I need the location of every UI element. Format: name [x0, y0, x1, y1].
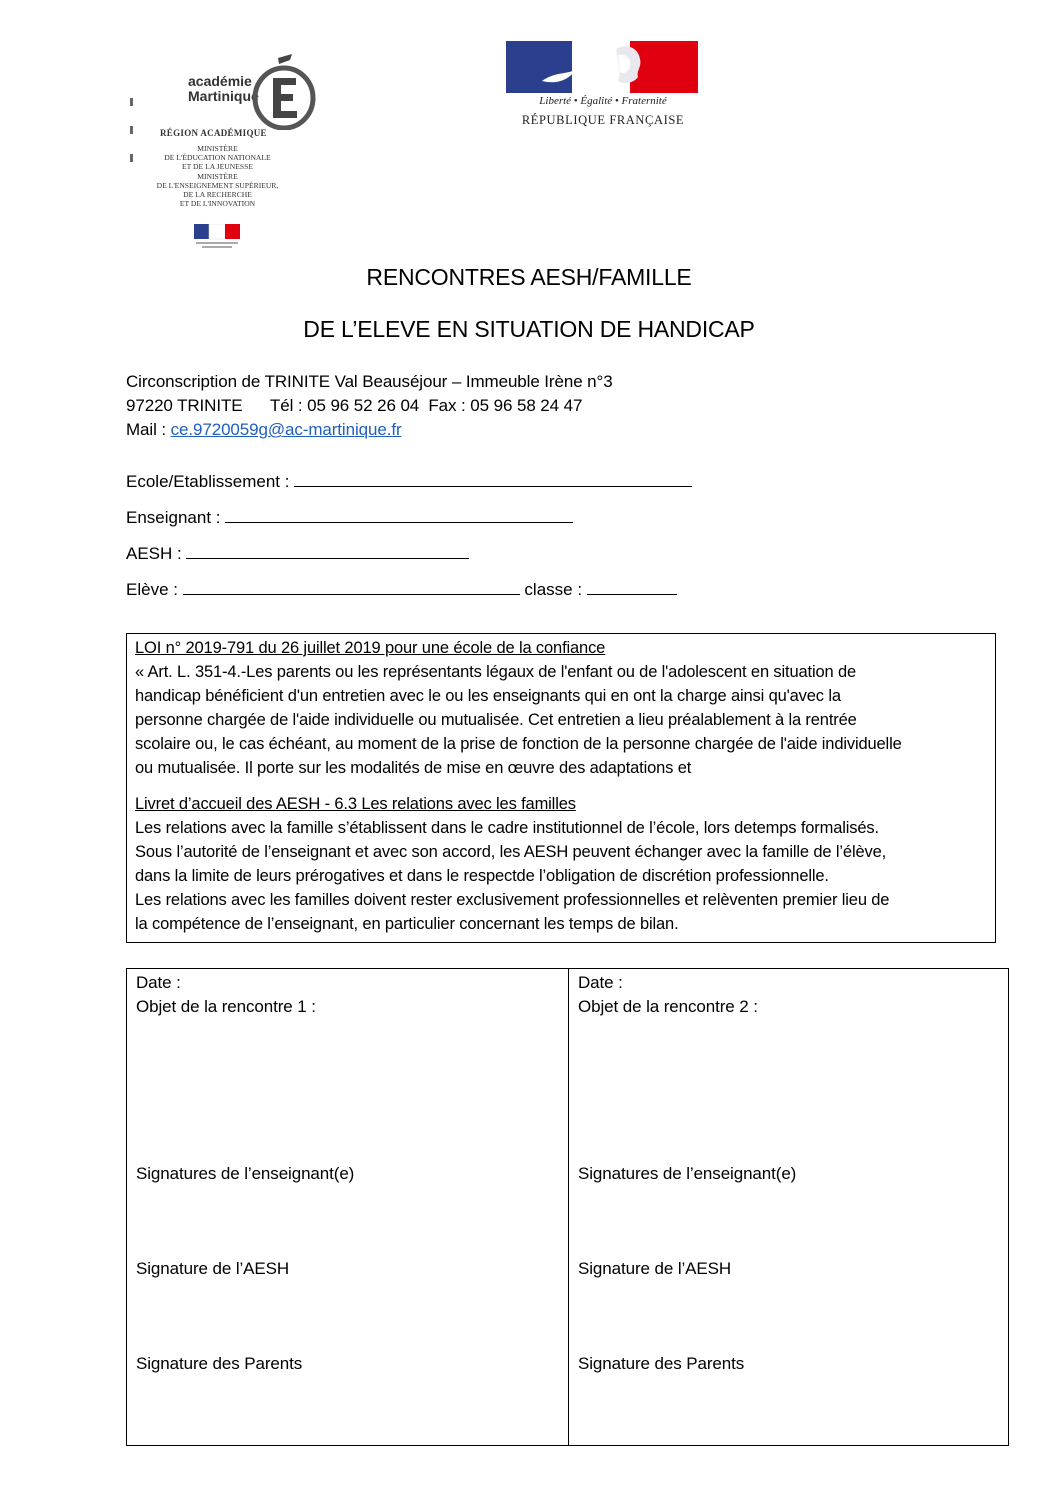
republique-name: RÉPUBLIQUE FRANÇAISE	[521, 113, 685, 127]
meeting-2-sig-parents: Signature des Parents	[578, 1354, 745, 1373]
law-text-line: personne chargée de l'aide individuelle ou mutualisée. Cet entretien a lieu préalablement à la rentrée	[135, 711, 857, 729]
eleve-field[interactable]	[183, 577, 520, 595]
contact-address: Circonscription de TRINITE Val Beauséjour – Immeuble Irène n°3	[126, 372, 613, 391]
aesh-field[interactable]	[186, 541, 469, 559]
academie-logo	[130, 48, 315, 258]
legal-reference-box	[126, 633, 996, 943]
enseignant-label: Enseignant :	[126, 508, 226, 527]
ecole-field[interactable]	[294, 469, 692, 487]
marianne-flag-icon	[506, 41, 698, 93]
eleve-row	[126, 577, 677, 600]
livret-text-line: Les relations avec la famille s’établissent dans le cadre institutionnel de l’école, lors detemps formalisés.	[135, 819, 879, 837]
meeting-2-date: Date :	[578, 973, 623, 992]
small-republique-flag-icon	[194, 224, 240, 250]
meetings-table	[126, 968, 1009, 1446]
republique-motto: Liberté • Égalité • Fraternité	[539, 95, 667, 107]
ministry-lines: MINISTÈRE DE L'ÉDUCATION NATIONALE ET DE LA JEUNESSE MINISTÈRE DE L'ENSEIGNEMENT SUPÉRIEUR, DE LA RECHERCHE ET DE L'INNOVATION	[156, 144, 279, 209]
mail-label: Mail :	[126, 420, 171, 439]
document-title-line1: RENCONTRES AESH/FAMILLE	[366, 264, 692, 290]
meeting-cell-2[interactable]	[570, 969, 1008, 1445]
region-academique: RÉGION ACADÉMIQUE	[160, 128, 267, 138]
classe-field[interactable]	[587, 577, 677, 595]
enseignant-field[interactable]	[225, 505, 573, 523]
meeting-1-sig-parents: Signature des Parents	[136, 1354, 303, 1373]
meeting-2-sig-enseignant: Signatures de l’enseignant(e)	[578, 1164, 797, 1183]
livret-heading: Livret d’accueil des AESH - 6.3 Les relations avec les familles	[135, 795, 576, 813]
contact-phone-fax: 97220 TRINITE Tél : 05 96 52 26 04 Fax : 05 96 58 24 47	[126, 396, 583, 415]
meeting-2-sig-aesh: Signature de l’AESH	[578, 1259, 732, 1278]
table-divider	[568, 969, 569, 1445]
eleve-label: Elève :	[126, 580, 183, 599]
livret-text-line: la compétence de l’enseignant, en particulier concernant les temps de bilan.	[135, 915, 679, 933]
mail-link[interactable]: ce.9720059g@ac-martinique.fr	[170, 420, 402, 439]
livret-text-line: Les relations avec les familles doivent rester exclusivement professionnelles et relèventen premier lieu de	[135, 891, 890, 909]
enseignant-row	[126, 505, 573, 528]
law-text-line: « Art. L. 351-4.-Les parents ou les représentants légaux de l'enfant ou de l'adolescent en situation de	[135, 663, 857, 681]
academie-e-emblem	[248, 54, 318, 130]
meeting-1-objet: Objet de la rencontre 1 :	[136, 997, 316, 1016]
aesh-label: AESH :	[126, 544, 187, 563]
meeting-2-objet: Objet de la rencontre 2 :	[578, 997, 758, 1016]
meeting-cell-1[interactable]	[127, 969, 568, 1445]
aesh-row	[126, 541, 469, 564]
contact-mail	[126, 420, 402, 440]
meeting-1-date: Date :	[136, 973, 181, 992]
livret-text-line: dans la limite de leurs prérogatives et dans le respectde l’obligation de discrétion professionnelle.	[135, 867, 829, 885]
ecole-row	[126, 469, 692, 492]
meeting-1-sig-enseignant: Signatures de l’enseignant(e)	[136, 1164, 355, 1183]
law-text-line: ou mutualisée. Il porte sur les modalités de mise en œuvre des adaptations et	[135, 759, 692, 777]
law-heading: LOI n° 2019-791 du 26 juillet 2019 pour une école de la confiance	[135, 639, 606, 657]
republique-francaise-logo	[506, 41, 700, 131]
meeting-1-sig-aesh: Signature de l’AESH	[136, 1259, 290, 1278]
livret-text-line: Sous l’autorité de l’enseignant et avec son accord, les AESH peuvent échanger avec la famille de l’élève,	[135, 843, 887, 861]
ecole-label: Ecole/Etablissement :	[126, 472, 295, 491]
academie-name: académie Martinique	[188, 73, 259, 104]
law-text-line: handicap bénéficient d'un entretien avec le ou les enseignants qui en ont la charge ainsi qu'avec la	[135, 687, 841, 705]
law-text-line: scolaire ou, le cas échéant, au moment de la prise de fonction de la personne chargée de l'aide individuelle	[135, 735, 902, 753]
document-title-line2: DE L’ELEVE EN SITUATION DE HANDICAP	[303, 316, 755, 342]
classe-label: classe :	[519, 580, 587, 599]
